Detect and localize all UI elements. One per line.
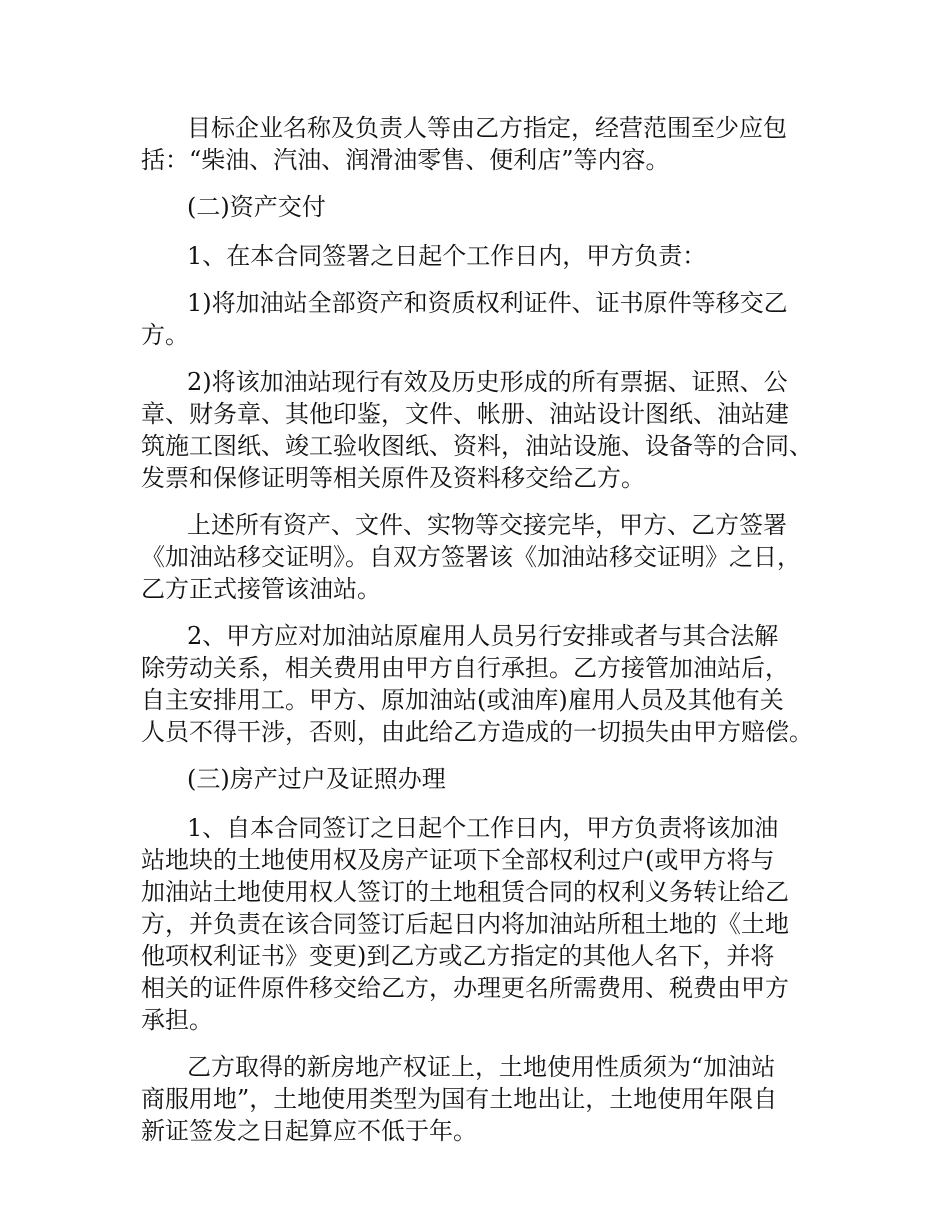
document-body [141,112,831,1162]
paragraph-land-use-nature: 乙方取得的新房地产权证上，土地使用性质须为“加油站 商服用地”，土地使用类型为国有土地出让，土地使用年限自 新证签发之日起算应不低于年。 [141,1053,778,1145]
section-heading-asset-delivery: (二)资产交付 [187,193,326,221]
section-heading-property-transfer: (三)房产过户及证照办理 [187,765,446,793]
paragraph-business-scope: 目标企业名称及负责人等由乙方指定，经营范围至少应包 括：“柴油、汽油、润滑油零售、便利店”等内容。 [141,114,787,174]
paragraph-handover-complete: 上述所有资产、文件、实物等交接完毕，甲方、乙方签署 《加油站移交证明》。自双方签署该《加油站移交证明》之日， 乙方正式接管该油站。 [141,511,801,603]
paragraph-subclause-2: 2)将该加油站现行有效及历史形成的所有票据、证照、公 章、财务章、其他印鉴，文件、帐册、油站设计图纸、油站建 筑施工图纸、竣工验收图纸、资料，油站设施、设备等的合同、 发票和保修证明等相关原件及资料移交给乙方。 [141,368,813,492]
paragraph-clause-1: 1、在本合同签署之日起个工作日内，甲方负责： [187,242,707,270]
paragraph-clause-2-staff: 2、甲方应对加油站原雇用人员另行安排或者与其合法解 除劳动关系，相关费用由甲方自行承担。乙方接管加油站后， 自主安排用工。甲方、原加油站(或油库)雇用人员及其他有关 人员不得干涉，否则，由此给乙方造成的一切损失由甲方赔偿。 [141,622,813,746]
paragraph-land-transfer: 1、自本合同签订之日起个工作日内，甲方负责将该加油 站地块的土地使用权及房产证项下全部权利过户(或甲方将与 加油站土地使用权人签订的土地租赁合同的权利义务转让给乙 方，并负责在该合同签订后起日内将加油站所租土地的《土地 他项权利证书》变更)到乙方或乙方指定的其他人名下，并将 相关的证件原件移交给乙方，办理更名所需费用、税费由甲方 承担。 [141,814,789,1034]
paragraph-subclause-1: 1)将加油站全部资产和资质权利证件、证书原件等移交乙 方。 [141,289,788,349]
